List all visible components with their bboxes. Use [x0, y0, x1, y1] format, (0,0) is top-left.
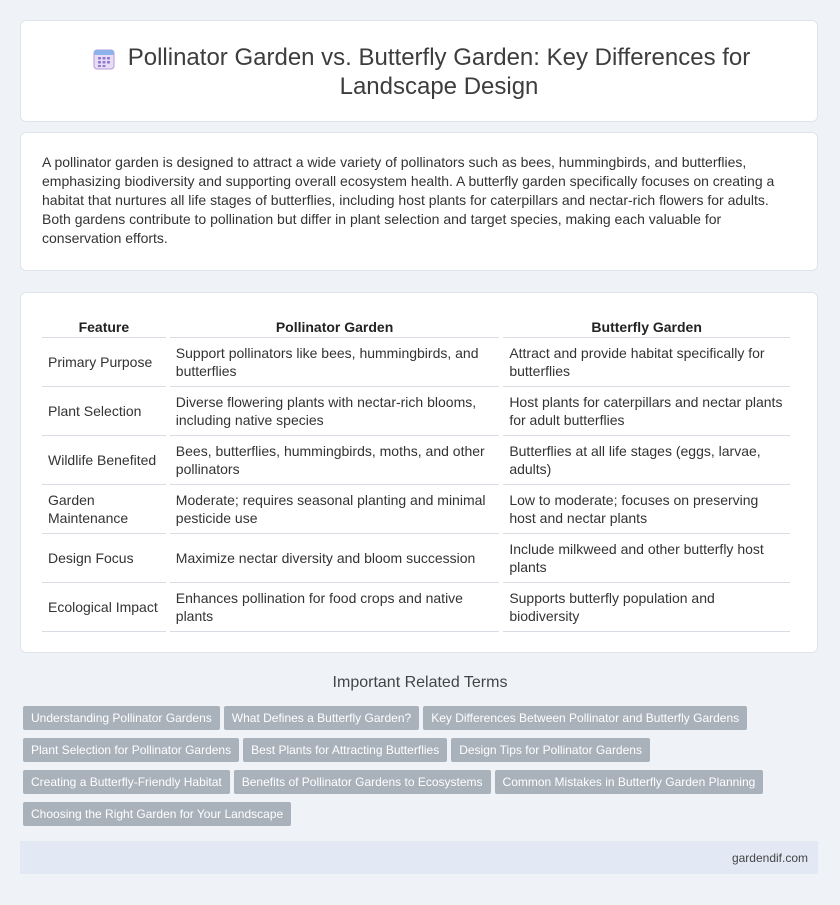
header-pollinator: Pollinator Garden — [170, 315, 500, 338]
related-term-link[interactable]: Best Plants for Attracting Butterflies — [243, 738, 447, 762]
page-title-wrap — [21, 43, 817, 101]
table-header-row — [42, 315, 790, 338]
row-feature: Ecological Impact — [42, 583, 166, 632]
related-term-link[interactable]: Creating a Butterfly-Friendly Habitat — [23, 770, 230, 794]
row-pollinator: Support pollinators like bees, hummingbirds, and butterflies — [170, 338, 500, 387]
related-term-link[interactable]: Understanding Pollinator Gardens — [23, 706, 220, 730]
row-butterfly: Attract and provide habitat specifically for butterflies — [503, 338, 790, 387]
related-term-link[interactable]: Common Mistakes in Butterfly Garden Planning — [495, 770, 764, 794]
row-butterfly: Butterflies at all life stages (eggs, larvae, adults) — [503, 436, 790, 485]
related-term-link[interactable]: What Defines a Butterfly Garden? — [224, 706, 419, 730]
related-terms-list — [23, 706, 803, 834]
related-term-link[interactable]: Choosing the Right Garden for Your Landscape — [23, 802, 291, 826]
related-term-link[interactable]: Key Differences Between Pollinator and Butterfly Gardens — [423, 706, 747, 730]
comparison-table-card — [20, 292, 818, 653]
row-pollinator: Maximize nectar diversity and bloom succession — [170, 534, 500, 583]
table-row — [42, 436, 790, 485]
related-term-link[interactable]: Plant Selection for Pollinator Gardens — [23, 738, 239, 762]
footer — [20, 841, 818, 874]
row-pollinator: Enhances pollination for food crops and native plants — [170, 583, 500, 632]
related-term-link[interactable]: Design Tips for Pollinator Gardens — [451, 738, 650, 762]
comparison-table — [38, 315, 794, 632]
table-row — [42, 583, 790, 632]
row-butterfly: Include milkweed and other butterfly host plants — [503, 534, 790, 583]
header-card — [20, 20, 818, 122]
intro-paragraph: A pollinator garden is designed to attract a wide variety of pollinators such as bees, hummingbirds, and butterflies, emphasizing biodiversity and supporting overall ecosystem health. A butterfly garden specifically focuses on creating a habitat that nurtures all life stages of butterflies, including host plants for caterpillars and nectar-rich flowers for adults. Both gardens contribute to pollination but differ in plant selection and target species, making each valuable for conservation efforts. — [42, 154, 775, 246]
row-pollinator: Diverse flowering plants with nectar-rich blooms, including native species — [170, 387, 500, 436]
table-row — [42, 338, 790, 387]
row-feature: Wildlife Benefited — [42, 436, 166, 485]
row-pollinator: Bees, butterflies, hummingbirds, moths, and other pollinators — [170, 436, 500, 485]
row-butterfly: Supports butterfly population and biodiversity — [503, 583, 790, 632]
row-butterfly: Host plants for caterpillars and nectar plants for adult butterflies — [503, 387, 790, 436]
table-row — [42, 534, 790, 583]
row-feature: Garden Maintenance — [42, 485, 166, 534]
intro-card — [20, 132, 818, 271]
row-feature: Design Focus — [42, 534, 166, 583]
row-butterfly: Low to moderate; focuses on preserving host and nectar plants — [503, 485, 790, 534]
row-feature: Primary Purpose — [42, 338, 166, 387]
header-butterfly: Butterfly Garden — [503, 315, 790, 338]
related-terms-title: Important Related Terms — [332, 674, 508, 691]
table-row — [42, 485, 790, 534]
header-feature: Feature — [42, 315, 166, 338]
row-pollinator: Moderate; requires seasonal planting and minimal pesticide use — [170, 485, 500, 534]
related-term-link[interactable]: Benefits of Pollinator Gardens to Ecosystems — [234, 770, 491, 794]
page-title: Pollinator Garden vs. Butterfly Garden: Key Differences for Landscape Design — [127, 44, 751, 100]
row-feature: Plant Selection — [42, 387, 166, 436]
footer-site-link[interactable]: gardendif.com — [731, 851, 808, 865]
table-row — [42, 387, 790, 436]
